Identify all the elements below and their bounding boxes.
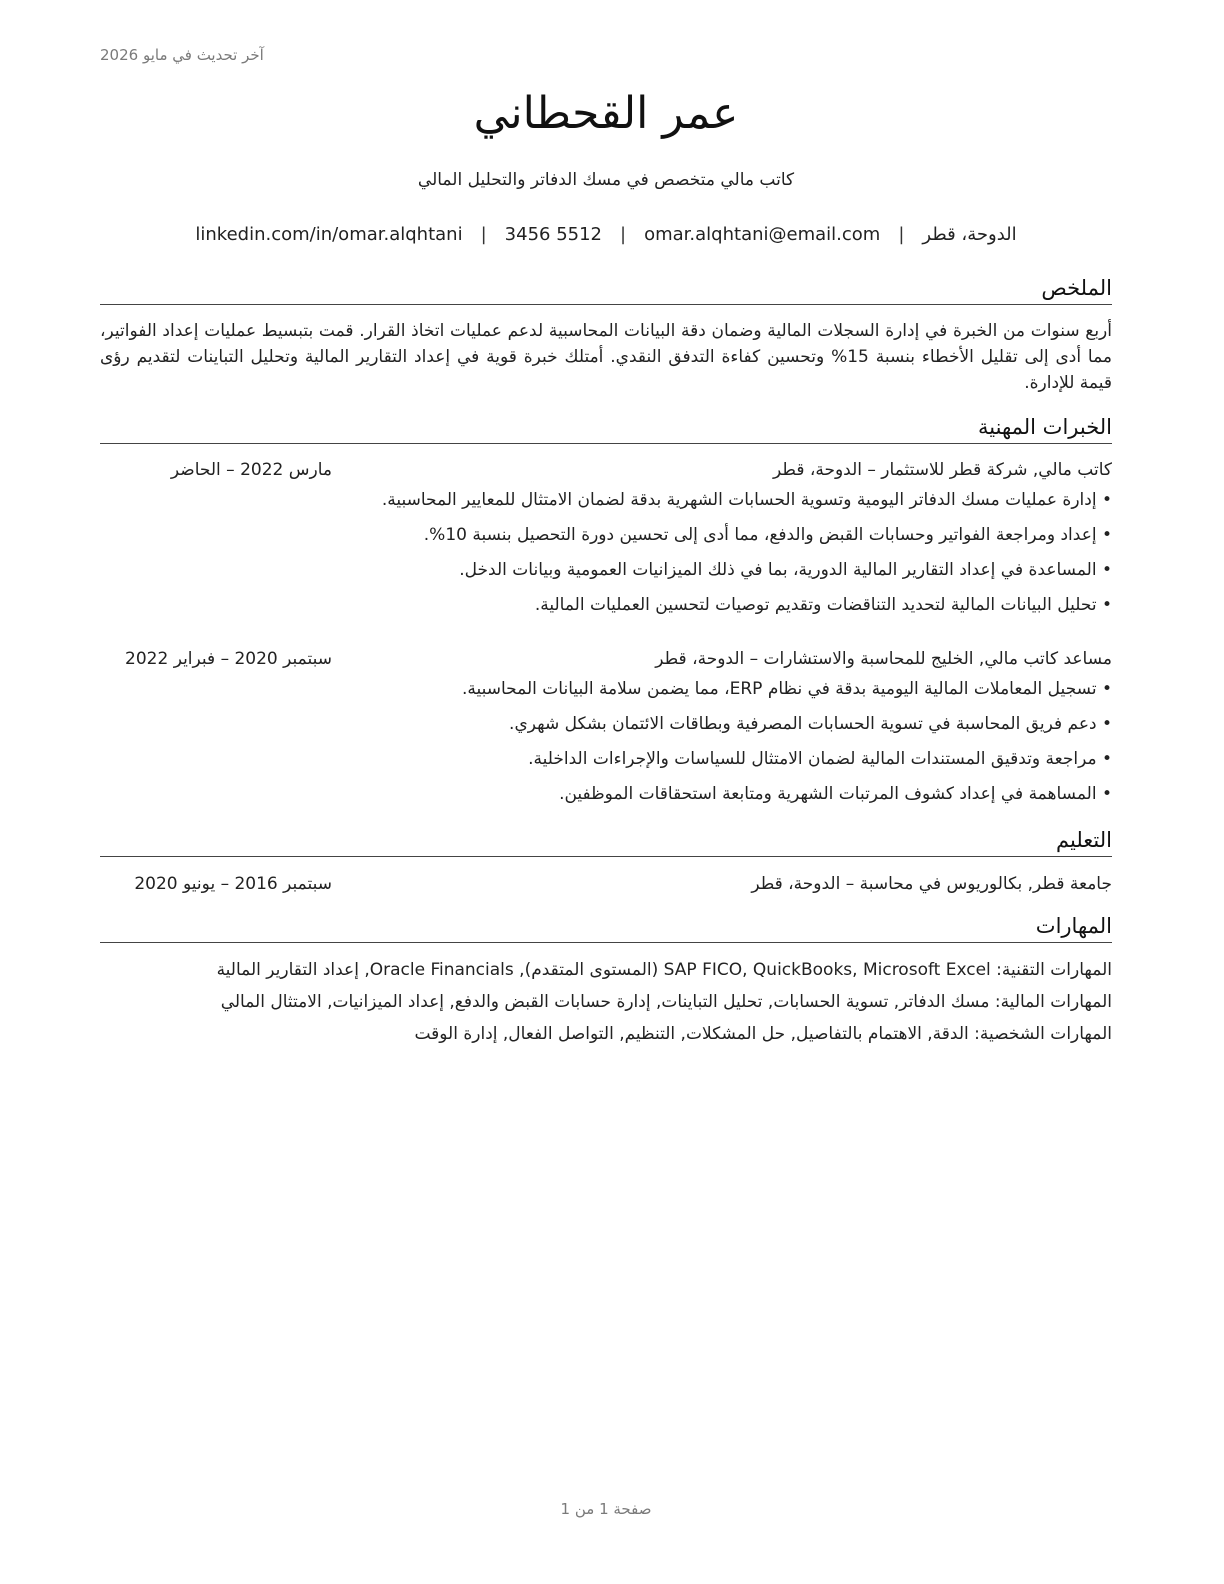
job-bullet: • دعم فريق المحاسبة في تسوية الحسابات المصرفية وبطاقات الائتمان بشكل شهري. — [100, 707, 1112, 742]
skills-row: المهارات المالية: مسك الدفاتر, تسوية الحسابات, تحليل التباينات, إدارة حسابات القبض والدفع, إعداد الميزانيات, الامتثال المالي — [220, 992, 1112, 1012]
skills-list — [100, 954, 1112, 1050]
section-title-experience: الخبرات المهنية — [100, 413, 1112, 444]
job-bullet: • تسجيل المعاملات المالية اليومية بدقة في نظام ERP، مما يضمن سلامة البيانات المحاسبية. — [100, 672, 1112, 707]
summary-text: أربع سنوات من الخبرة في إدارة السجلات المالية وضمان دقة البيانات المحاسبية لدعم عمليات اتخاذ القرار. قمت بتبسيط عمليات إعداد الفواتير، مما أدى إلى تقليل الأخطاء بنسبة 15% وتحسين كفاءة التدفق النقدي. أمتلك خبرة قوية في إعداد التقارير المالية وتحليل التباينات لتقديم رؤى قيمة للإدارة. — [100, 321, 1112, 393]
contact-line — [100, 224, 1112, 245]
skills-row: المهارات التقنية: SAP FICO, QuickBooks, Microsoft Excel (المستوى المتقدم), Oracle Financials, إعداد التقارير المالية — [216, 960, 1112, 980]
job-bullets — [100, 483, 1112, 623]
job-bullet: • مراجعة وتدقيق المستندات المالية لضمان الامتثال للسياسات والإجراءات الداخلية. — [100, 742, 1112, 777]
last-updated: آخر تحديث في مايو 2026 — [100, 46, 264, 64]
job-heading: مساعد كاتب مالي, الخليج للمحاسبة والاستشارات – الدوحة، قطر — [655, 649, 1112, 669]
job-dates: سبتمبر 2020 – فبراير 2022 — [125, 649, 332, 669]
contact-linkedin[interactable]: linkedin.com/in/omar.alqhtani — [195, 224, 463, 245]
job-bullet: • إدارة عمليات مسك الدفاتر اليومية وتسوية الحسابات الشهرية بدقة لضمان الامتثال للمعايير المحاسبية. — [100, 483, 1112, 518]
job-entry — [100, 457, 1112, 623]
contact-separator: | — [620, 224, 627, 245]
contact-email[interactable]: omar.alqhtani@email.com — [644, 224, 881, 245]
job-header — [100, 457, 1112, 483]
section-title-summary: الملخص — [100, 274, 1112, 305]
education-header — [100, 871, 1112, 897]
job-dates: مارس 2022 – الحاضر — [170, 460, 332, 480]
job-heading: كاتب مالي, شركة قطر للاستثمار – الدوحة، قطر — [773, 460, 1112, 480]
contact-location: الدوحة، قطر — [922, 224, 1017, 245]
contact-separator: | — [898, 224, 905, 245]
job-bullet: • المساعدة في إعداد التقارير المالية الدورية، بما في ذلك الميزانيات العمومية وبيانات الدخل. — [100, 553, 1112, 588]
job-bullet: • تحليل البيانات المالية لتحديد التناقضات وتقديم توصيات لتحسين العمليات المالية. — [100, 588, 1112, 623]
skills-row: المهارات الشخصية: الدقة, الاهتمام بالتفاصيل, حل المشكلات, التنظيم, التواصل الفعال, إدارة الوقت — [414, 1024, 1112, 1044]
education-heading: جامعة قطر, بكالوريوس في محاسبة – الدوحة، قطر — [751, 874, 1112, 894]
job-bullet: • المساهمة في إعداد كشوف المرتبات الشهرية ومتابعة استحقاقات الموظفين. — [100, 777, 1112, 812]
job-header — [100, 646, 1112, 672]
resume-page — [100, 0, 1112, 1584]
candidate-name: عمر القحطاني — [473, 88, 739, 139]
job-bullets — [100, 672, 1112, 812]
education-entry — [100, 871, 1112, 897]
education-dates: سبتمبر 2016 – يونيو 2020 — [134, 874, 332, 894]
candidate-title: كاتب مالي متخصص في مسك الدفاتر والتحليل المالي — [417, 170, 795, 190]
job-bullet: • إعداد ومراجعة الفواتير وحسابات القبض والدفع، مما أدى إلى تحسين دورة التحصيل بنسبة 10%. — [100, 518, 1112, 553]
job-entry — [100, 646, 1112, 812]
contact-phone: 3456 5512 — [504, 224, 603, 245]
section-title-education: التعليم — [100, 826, 1112, 857]
contact-separator: | — [480, 224, 487, 245]
page-number: صفحة 1 من 1 — [560, 1500, 652, 1518]
section-title-skills: المهارات — [100, 912, 1112, 943]
